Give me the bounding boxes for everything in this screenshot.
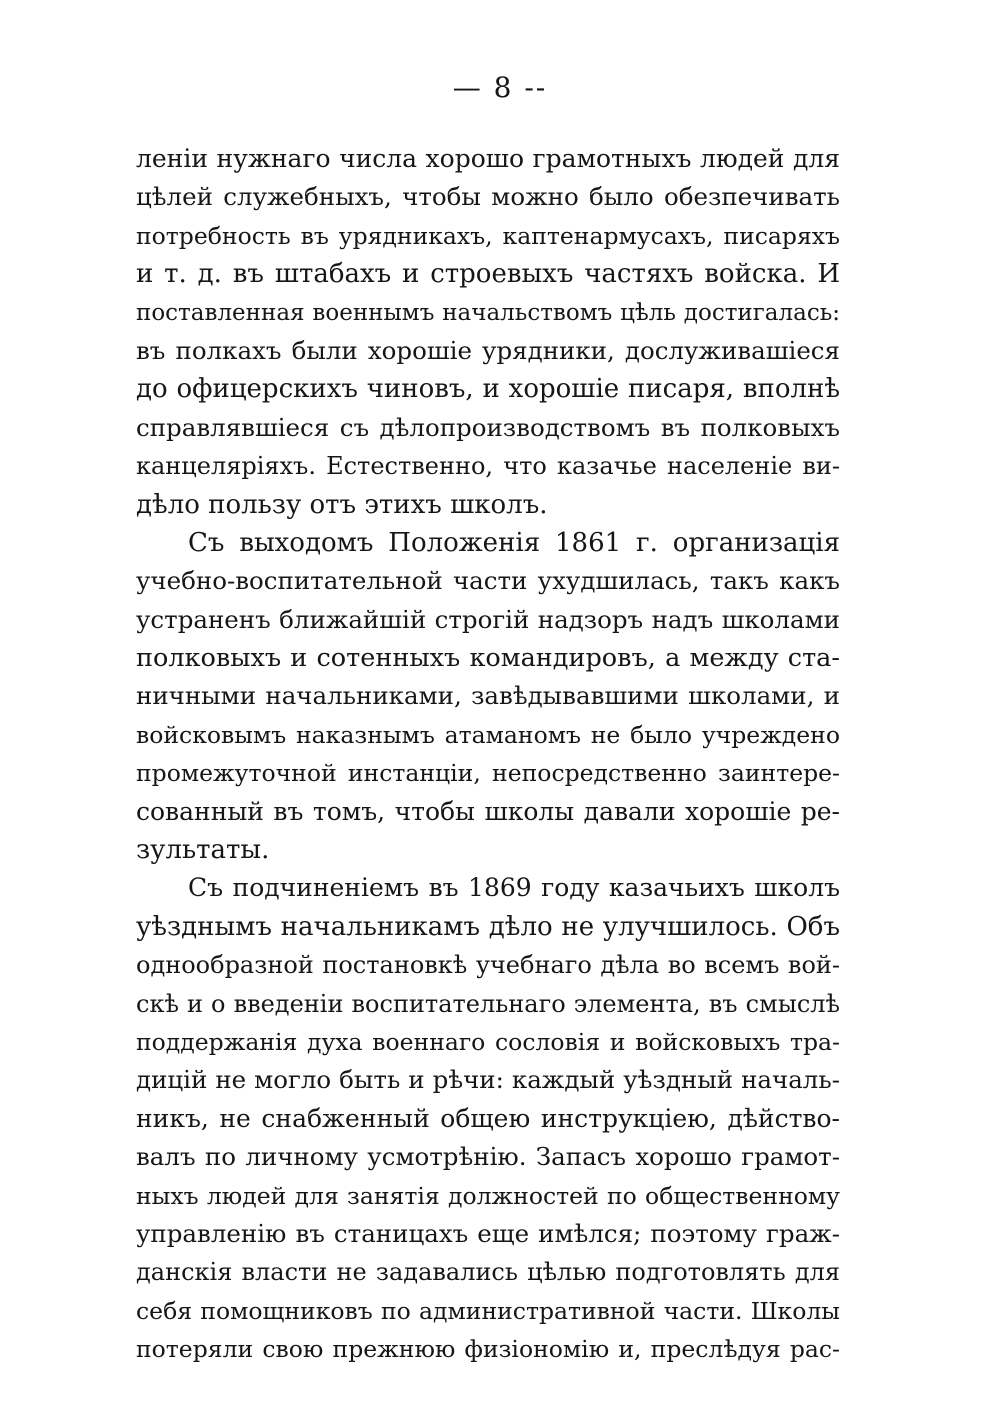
text-line: войсковымъ наказнымъ атаманомъ не было учреждено [136,720,840,749]
text-line: скѣ и о введеніи воспитательнаго элемента, въ смыслѣ [136,989,840,1018]
text-line: полковыхъ и сотенныхъ командировъ, а между ста- [136,643,840,674]
text-line: валъ по личному усмотрѣнію. Запасъ хорошо грамот- [136,1142,840,1172]
text-line: управленію въ станицахъ еще имѣлся; поэтому граж- [136,1218,840,1248]
text-line: ныхъ людей для занятія должностей по общественному [136,1181,840,1210]
text-line: потребность въ урядникахъ, каптенармусахъ, писаряхъ [136,221,840,250]
text-line: данскія власти не задавались цѣлью подготовлять для [136,1258,840,1287]
text-line: потеряли свою прежнюю физіономію и, преслѣдуя рас- [136,1335,840,1364]
text-line: цѣлей служебныхъ, чтобы можно было обезпечивать [136,182,840,212]
body-text [136,140,840,1369]
text-line: себя помощниковъ по административной части. Школы [136,1296,840,1325]
text-line: дицій не могло быть и рѣчи: каждый уѣздный началь- [136,1065,840,1095]
text-line: сованный въ томъ, чтобы школы давали хорошіе ре- [136,796,840,826]
text-line: канцеляріяхъ. Естественно, что казачье населеніе ви- [136,452,840,481]
text-line: устраненъ ближайшій строгій надзоръ надъ школами [136,604,840,634]
text-line: до офицерскихъ чиновъ, и хорошіе писаря, вполнѣ [136,374,840,405]
text-line: въ полкахъ были хорошіе урядники, дослуживашіеся [136,335,840,365]
text-line: и т. д. въ штабахъ и строевыхъ частяхъ войска. И [136,259,840,290]
text-line: поддержанія духа военнаго сословія и войсковыхъ тра- [136,1027,840,1056]
text-line: учебно-воспитательной части ухудшилась, такъ какъ [136,566,840,596]
paragraph [136,869,840,1368]
text-line: дѣло пользу отъ этихъ школъ. [136,489,548,520]
text-line: Съ подчиненіемъ въ 1869 году казачьихъ школъ [188,873,840,903]
text-line: леніи нужнаго числа хорошо грамотныхъ людей для [136,144,840,173]
paragraph [136,524,840,870]
text-line: ничными начальниками, завѣдывавшими школами, и [136,681,840,711]
text-line: справлявшіеся съ дѣлопроизводствомъ въ полковыхъ [136,412,840,442]
page-number: — 8 -- [452,71,548,104]
text-line: уѣзднымъ начальникамъ дѣло не улучшилось. Объ [136,911,840,942]
text-line: промежуточной инстанціи, непосредственно заинтере- [136,759,840,788]
text-line: Съ выходомъ Положенія 1861 г. организація [188,527,840,558]
text-line: поставленная военнымъ начальствомъ цѣль достигалась: [136,299,840,326]
paragraph [136,140,840,524]
text-line: зультаты. [136,835,270,866]
text-line: никъ, не снабженный общею инструкціею, дѣйство- [136,1103,840,1133]
text-line: однообразной постановкѣ учебнаго дѣла во всемъ вой- [136,951,840,980]
